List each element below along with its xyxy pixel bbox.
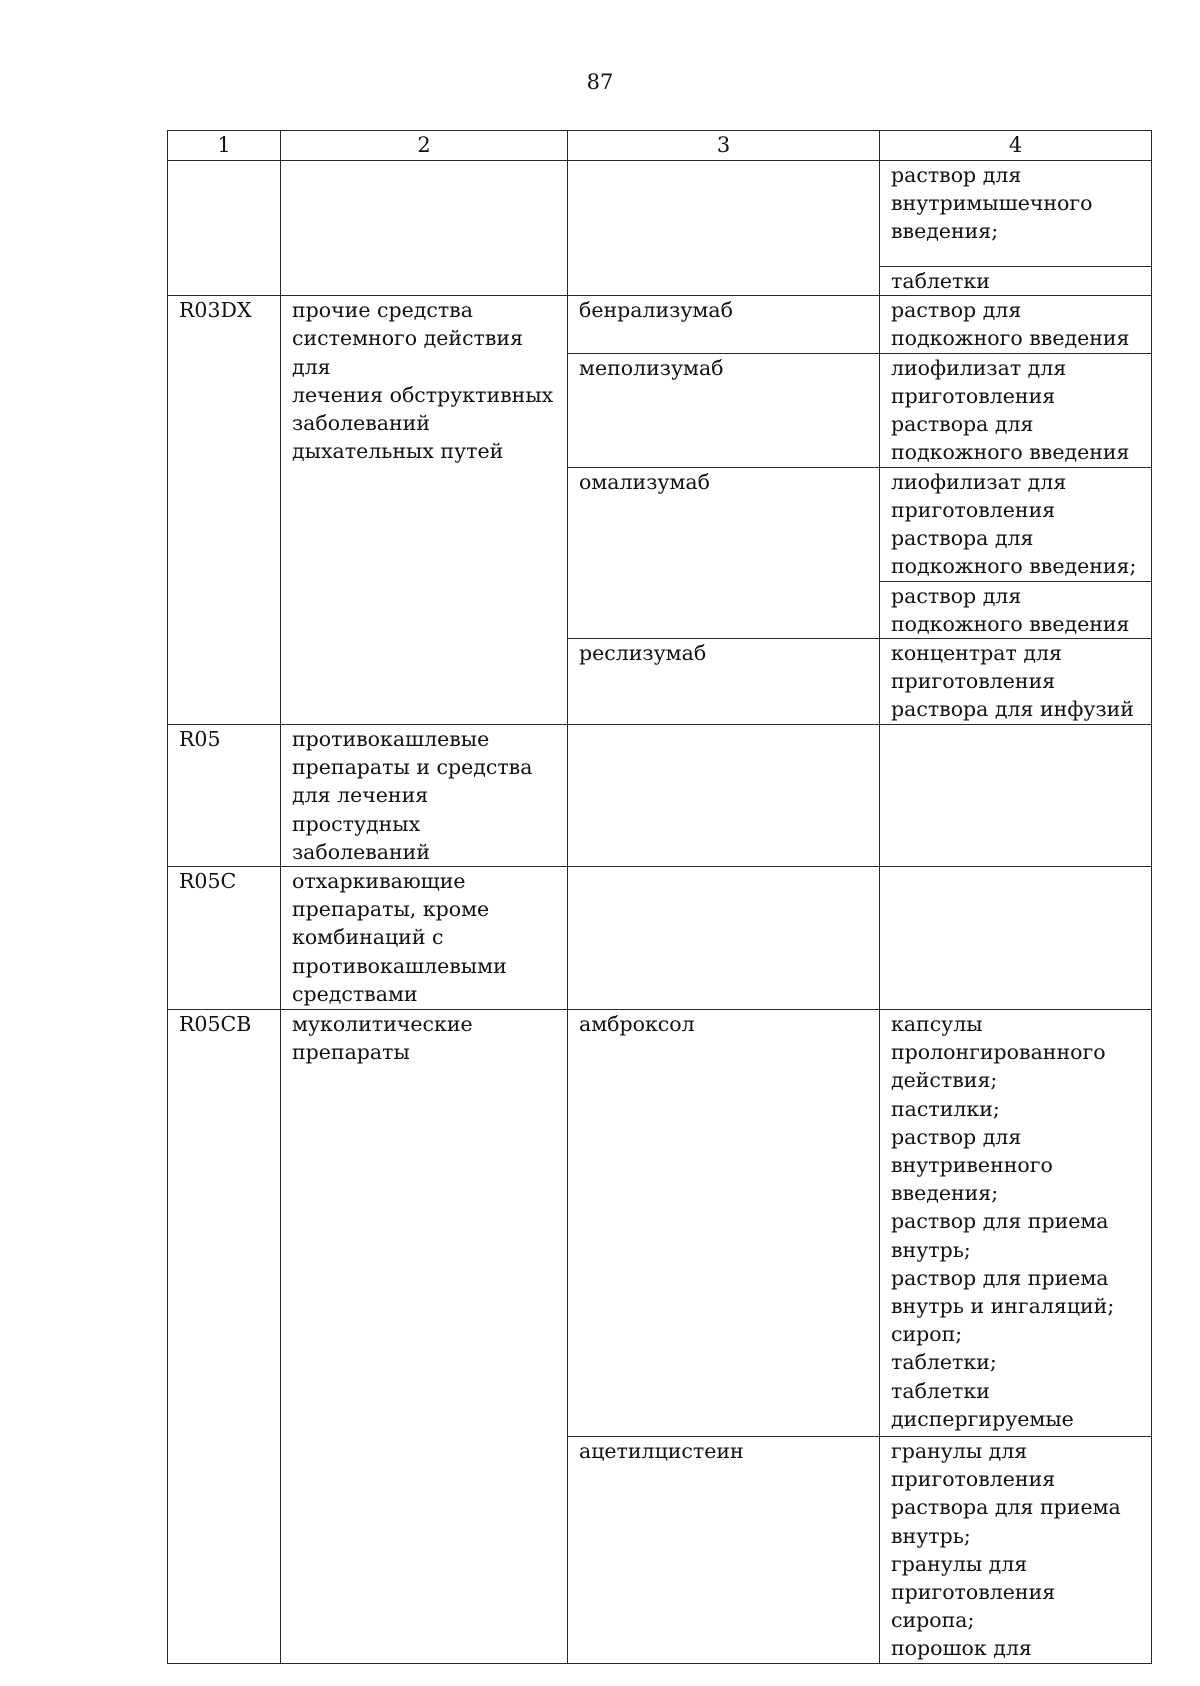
dosage-form-cell: раствор для внутримышечного введения; xyxy=(880,161,1152,267)
dosage-form-cell: раствор для подкожного введения xyxy=(880,296,1152,353)
table-row xyxy=(168,725,1152,867)
drug-name-cell: реслизумаб xyxy=(568,639,880,725)
dosage-form-cell xyxy=(880,867,1152,1010)
dosage-form-cell: лиофилизат для приготовления раствора для подкожного введения xyxy=(880,353,1152,467)
dosage-form-cell xyxy=(880,725,1152,867)
atc-code-cell xyxy=(168,161,281,296)
drug-name-cell: амброксол xyxy=(568,1010,880,1437)
table-row xyxy=(168,1010,1152,1437)
table-header-row xyxy=(168,131,1152,161)
drug-name-cell: ацетилцистеин xyxy=(568,1437,880,1664)
group-name-cell: прочие средства системного действия для лечения обструктивных заболеваний дыхательных путей xyxy=(281,296,568,725)
drug-name-cell: омализумаб xyxy=(568,467,880,638)
atc-code-cell: R05CB xyxy=(168,1010,281,1664)
dosage-form-cell: капсулы пролонгированного действия; пастилки; раствор для внутривенного введения; раствор для приема внутрь; раствор для приема внутрь и ингаляций; сироп; таблетки; таблетки диспергируемые xyxy=(880,1010,1152,1437)
table-row xyxy=(168,296,1152,353)
table-row xyxy=(168,867,1152,1010)
drug-name-cell xyxy=(568,725,880,867)
atc-code-cell: R03DX xyxy=(168,296,281,725)
atc-code-cell: R05C xyxy=(168,867,281,1010)
group-name-cell xyxy=(281,161,568,296)
drug-name-cell: меполизумаб xyxy=(568,353,880,467)
atc-code-cell: R05 xyxy=(168,725,281,867)
drug-name-cell xyxy=(568,161,880,296)
dosage-form-cell: таблетки xyxy=(880,267,1152,296)
page-number: 87 xyxy=(586,70,614,94)
dosage-form-cell: гранулы для приготовления раствора для приема внутрь; гранулы для приготовления сиропа; порошок для xyxy=(880,1437,1152,1664)
dosage-form-cell: концентрат для приготовления раствора для инфузий xyxy=(880,639,1152,725)
drug-table xyxy=(167,130,1152,1664)
drug-name-cell xyxy=(568,867,880,1010)
group-name-cell: отхаркивающие препараты, кроме комбинаций с противокашлевыми средствами xyxy=(281,867,568,1010)
column-header: 2 xyxy=(281,131,568,161)
column-header: 1 xyxy=(168,131,281,161)
column-header: 3 xyxy=(568,131,880,161)
group-name-cell: муколитические препараты xyxy=(281,1010,568,1664)
drug-name-cell: бенрализумаб xyxy=(568,296,880,353)
group-name-cell: противокашлевые препараты и средства для лечения простудных заболеваний xyxy=(281,725,568,867)
dosage-form-cell: раствор для подкожного введения xyxy=(880,581,1152,638)
column-header: 4 xyxy=(880,131,1152,161)
dosage-form-cell: лиофилизат для приготовления раствора для подкожного введения; xyxy=(880,467,1152,581)
table-row xyxy=(168,161,1152,267)
